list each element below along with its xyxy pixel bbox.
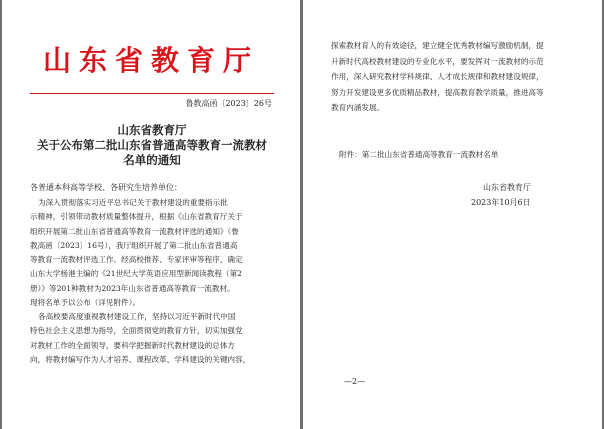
text-line: 现将名单予以公布（详见附件）。	[30, 298, 141, 308]
text-line: 努力开发建设更多优质精品教材，提高教育教学质量，推进高等	[331, 87, 544, 97]
text-line: 教育内涵发展。	[331, 103, 385, 112]
text-line: 各高校要高度重视教材建设工作，坚持以习近平新时代中国	[38, 312, 236, 321]
text-line: 向，将教材编写作为人才培养、课程改革、学科建设的关键内容，	[30, 354, 251, 364]
paragraph-1	[30, 196, 274, 310]
text-line: 作用，深入研究教材学科规律、人才成长规律和教材建设规律，	[331, 72, 544, 81]
text-line: 为深入贯彻落实习近平总书记关于教材建设的重要指示批	[38, 198, 228, 207]
text-line: 等教育一流教材评选工作。经高校推荐、专家评审等程序，确定	[30, 255, 243, 265]
title-line: 名单的通知	[123, 153, 181, 167]
salutation: 各普通本科高等学校、各研究生培养单位：	[30, 183, 182, 192]
document-number: 鲁教高函〔2023〕26号	[185, 99, 272, 108]
document-page-right	[303, 0, 602, 429]
text-line: 教高函〔2023〕16号），我厅组织开展了第二批山东省普通高	[30, 240, 238, 250]
text-line: 山东大学杨港主编的《21世纪大学英语应用型新闻读教程（第2	[30, 269, 242, 279]
title-line: 关于公布第二批山东省普通高等教育一流教材	[37, 138, 267, 152]
document-title	[30, 123, 274, 168]
red-header-rule	[30, 93, 274, 94]
red-header-title: 山东省教育厅	[42, 44, 259, 77]
document-page-left	[2, 0, 300, 429]
paragraph-2	[30, 310, 274, 367]
text-line: 升新时代高校教材建设的专业化水平，要发挥对一流教材的示范	[331, 56, 544, 66]
text-line: 组织开展第二批山东省普通高等教育一流教材评选的通知》（鲁	[30, 226, 239, 236]
paragraph-continued	[331, 38, 579, 116]
text-line: 册）》等201种教材为2023年山东省普通高等教育一流教材。	[30, 283, 235, 293]
text-line: 探索教材育人的有效途径，建立健全优秀教材编写激励机制，提	[331, 41, 544, 50]
signature-date: 2023年10月6日	[471, 198, 531, 207]
page-number: —2—	[344, 377, 366, 386]
signature-organization: 山东省教育厅	[483, 183, 531, 192]
attachment-note: 附件：第二批山东省普通高等教育一流教材名单	[339, 150, 499, 159]
text-line: 特色社会主义思想为指导，全面贯彻党的教育方针，切实加强党	[30, 326, 243, 336]
text-line: 对教材工作的全面领导，要科学把握新时代教材建设的总体方	[30, 340, 236, 350]
title-line: 山东省教育厅	[117, 123, 187, 137]
text-line: 示精神，引领带动教材质量整体提升，根据《山东省教育厅关于	[30, 212, 243, 222]
